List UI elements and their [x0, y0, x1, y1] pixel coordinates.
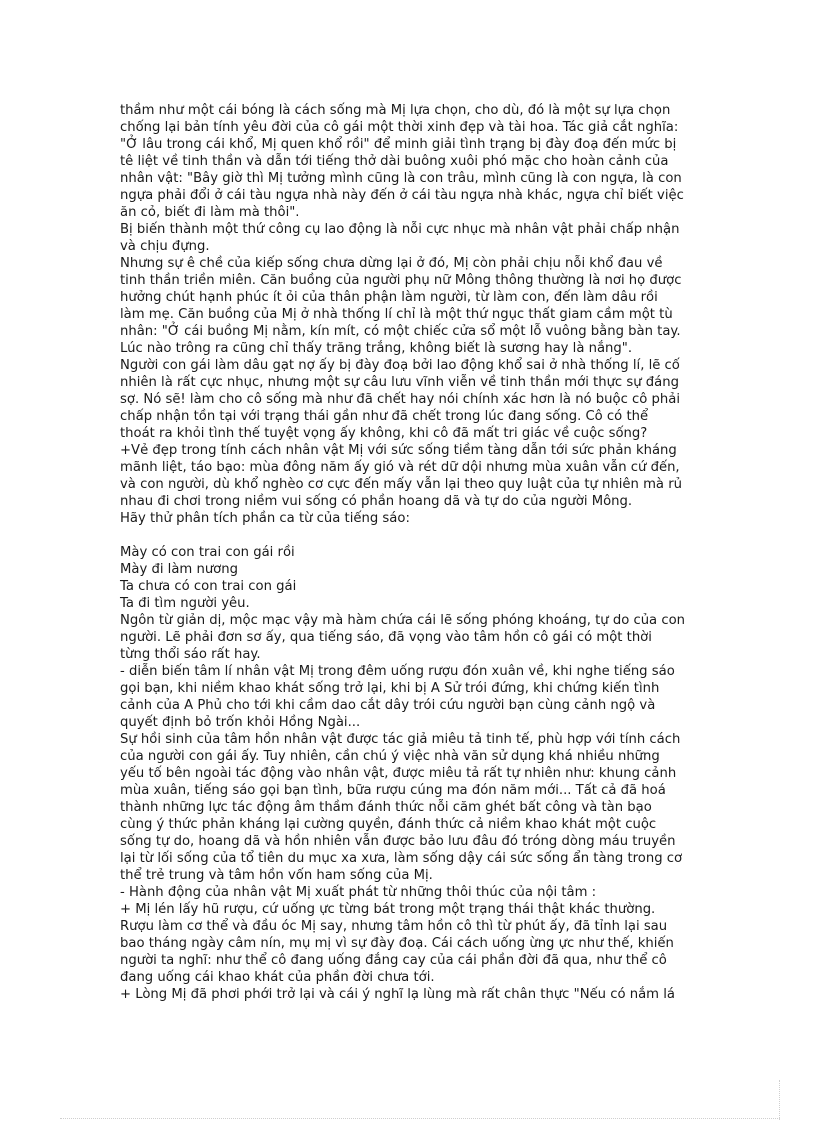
text-line: yếu tố bên ngoài tác động vào nhân vật, được miêu tả rất tự nhiên như: khung cảnh — [120, 766, 677, 781]
text-line: đang uống cái khao khát của phần đời chưa tới. — [120, 970, 435, 985]
text-line: Rượu làm cơ thể và đầu óc Mị say, nhưng tâm hồn cô thì từ phút ấy, đã tỉnh lại sau — [120, 919, 668, 934]
text-line: chấp nhận tồn tại với trạng thái gần như đã chết trong lúc đang sống. Cô có thể — [120, 409, 649, 424]
text-line: tê liệt về tinh thần và dẫn tới tiếng thở dài buông xuôi phó mặc cho hoàn cảnh của — [120, 154, 669, 169]
text-line: và con người, dù khổ nghèo cơ cực đến mấy vẫn lại theo quy luật của tự nhiên mà rủ — [120, 477, 682, 492]
text-line: Người con gái làm dâu gạt nợ ấy bị đày đoạ bởi lao động khổ sai ở nhà thống lí, lẽ cố — [120, 358, 680, 373]
text-line: Bị biến thành một thứ công cụ lao động là nỗi cực nhục mà nhân vật phải chấp nhận — [120, 222, 680, 237]
text-line: ngựa phải đổi ở cái tàu ngựa nhà này đến ở cái tàu ngựa nhà khác, ngựa chỉ biết việc — [120, 188, 684, 203]
text-line: Nhưng sự ê chề của kiếp sống chưa dừng lại ở đó, Mị còn phải chịu nỗi khổ đau về — [120, 256, 663, 271]
text-line: làm mẹ. Căn buồng của Mị ở nhà thống lí chỉ là một thứ ngục thất giam cầm một tù — [120, 307, 673, 322]
text-line: người ta nghĩ: như thể cô đang uống đắng cay của cái phần đời đã qua, như thể cô — [120, 953, 667, 968]
text-line: tinh thần triền miên. Căn buồng của người phụ nữ Mông thông thường là nơi họ được — [120, 273, 682, 288]
text-line: Hãy thử phân tích phần ca từ của tiếng sáo: — [120, 511, 410, 526]
blank-line — [120, 527, 710, 544]
text-line: thầm như một cái bóng là cách sống mà Mị lựa chọn, cho dù, đó là một sự lựa chọn — [120, 103, 671, 118]
text-line: ăn cỏ, biết đi làm mà thôi". — [120, 205, 300, 220]
text-line: của người con gái ấy. Tuy nhiên, cần chú ý việc nhà văn sử dụng khá nhiều những — [120, 749, 660, 764]
document-body — [120, 102, 710, 1003]
text-line: Ngôn từ giản dị, mộc mạc vậy mà hàm chứa cái lẽ sống phóng khoáng, tự do của con — [120, 613, 686, 628]
text-line: Ta đi tìm người yêu. — [120, 596, 250, 611]
text-line: Mày có con trai con gái rồi — [120, 545, 295, 560]
text-line: Lúc nào trông ra cũng chỉ thấy trăng trắng, không biết là sương hay là nắng". — [120, 341, 633, 356]
text-line: mùa xuân, tiếng sáo gọi bạn tình, bữa rượu cúng ma đón năm mới... Tất cả đã hoá — [120, 783, 666, 798]
text-line: +Vẻ đẹp trong tính cách nhân vật Mị với sức sống tiềm tàng dẫn tới sức phản kháng — [120, 443, 677, 458]
text-line: nhân: "Ở cái buồng Mị nằm, kín mít, có một chiếc cửa sổ một lỗ vuông bằng bàn tay. — [120, 324, 681, 339]
text-line: gọi bạn, khi niềm khao khát sống trở lại, khi bị A Sử trói đứng, khi chứng kiến tình — [120, 681, 660, 696]
text-line: người. Lẽ phải đơn sơ ấy, qua tiếng sáo, đã vọng vào tâm hồn cô gái có một thời — [120, 630, 652, 645]
text-line: thoát ra khỏi tình thế tuyệt vọng ấy không, khi cô đã mất tri giác về cuộc sống? — [120, 426, 648, 441]
text-line: thành những lực tác động âm thầm đánh thức nỗi căm ghét bất công và tàn bạo — [120, 800, 652, 815]
text-line: mãnh liệt, táo bạo: mùa đông năm ấy gió và rét dữ dội nhưng mùa xuân vẫn cứ đến, — [120, 460, 680, 475]
text-line: sống tự do, hoang dã và hồn nhiên vẫn được bảo lưu đâu đó tróng dòng máu truyền — [120, 834, 676, 849]
text-line: lại từ lối sống của tổ tiên du mục xa xưa, làm sống dậy cái sức sống ẩn tàng trong cơ — [120, 851, 683, 866]
text-line: Ta chưa có con trai con gái — [120, 579, 297, 594]
text-line: từng thổi sáo rất hay. — [120, 647, 261, 662]
text-line: Sự hồi sinh của tâm hồn nhân vật được tác giả miêu tả tinh tế, phù hợp với tính cách — [120, 732, 681, 747]
text-line: nhiên là rất cực nhục, nhưng một sự câu lưu vĩnh viễn về tinh thần mới thực sự đáng — [120, 375, 679, 390]
text-line: nhân vật: "Bây giờ thì Mị tưởng mình cũng là con trâu, mình cũng là con ngựa, là con — [120, 171, 682, 186]
text-line: - Hành động của nhân vật Mị xuất phát từ những thôi thúc của nội tâm : — [120, 885, 597, 900]
text-line: chống lại bản tính yêu đời của cô gái một thời xinh đẹp và tài hoa. Tác giả cắt nghĩa: — [120, 120, 679, 135]
text-line: cùng ý thức phản kháng lại cường quyền, đánh thức cả niềm khao khát một cuộc — [120, 817, 657, 832]
text-line: thể trẻ trung và tâm hồn vốn ham sống của Mị. — [120, 868, 433, 883]
text-line: sợ. Nó sẽ! làm cho cô sống mà như đã chết hay nói chính xác hơn là nó buộc cô phải — [120, 392, 681, 407]
text-line: + Mị lén lấy hũ rượu, cứ uống ực từng bát trong một trạng thái thật khác thường. — [120, 902, 656, 917]
text-line: - diễn biến tâm lí nhân vật Mị trong đêm uống rượu đón xuân về, khi nghe tiếng sáo — [120, 664, 675, 679]
text-line: Mày đi làm nương — [120, 562, 238, 577]
text-line: bao tháng ngày câm nín, mụ mị vì sự đày đoạ. Cái cách uống ừng ực như thế, khiến — [120, 936, 674, 951]
page-border-bottom — [60, 1118, 780, 1119]
text-line: nhau đi chơi trong niềm vui sống có phần hoang dã và tự do của người Mông. — [120, 494, 633, 509]
text-line: hưởng chút hạnh phúc ít ỏi của thân phận làm người, từ làm con, đến làm dâu rồi — [120, 290, 658, 305]
text-line: quyết định bỏ trốn khỏi Hồng Ngài... — [120, 715, 361, 730]
page-border-right — [779, 1080, 780, 1120]
text-line: và chịu đựng. — [120, 239, 210, 254]
text-line: cảnh của A Phủ cho tới khi cầm dao cắt dây trói cứu người bạn cùng cảnh ngộ và — [120, 698, 656, 713]
text-line: + Lòng Mị đã phơi phới trở lại và cái ý nghĩ lạ lùng mà rất chân thực "Nếu có nắm lá — [120, 987, 675, 1002]
text-line: "Ở lâu trong cái khổ, Mị quen khổ rồi" để minh giải tình trạng bị đày đoạ đến mức bị — [120, 137, 677, 152]
